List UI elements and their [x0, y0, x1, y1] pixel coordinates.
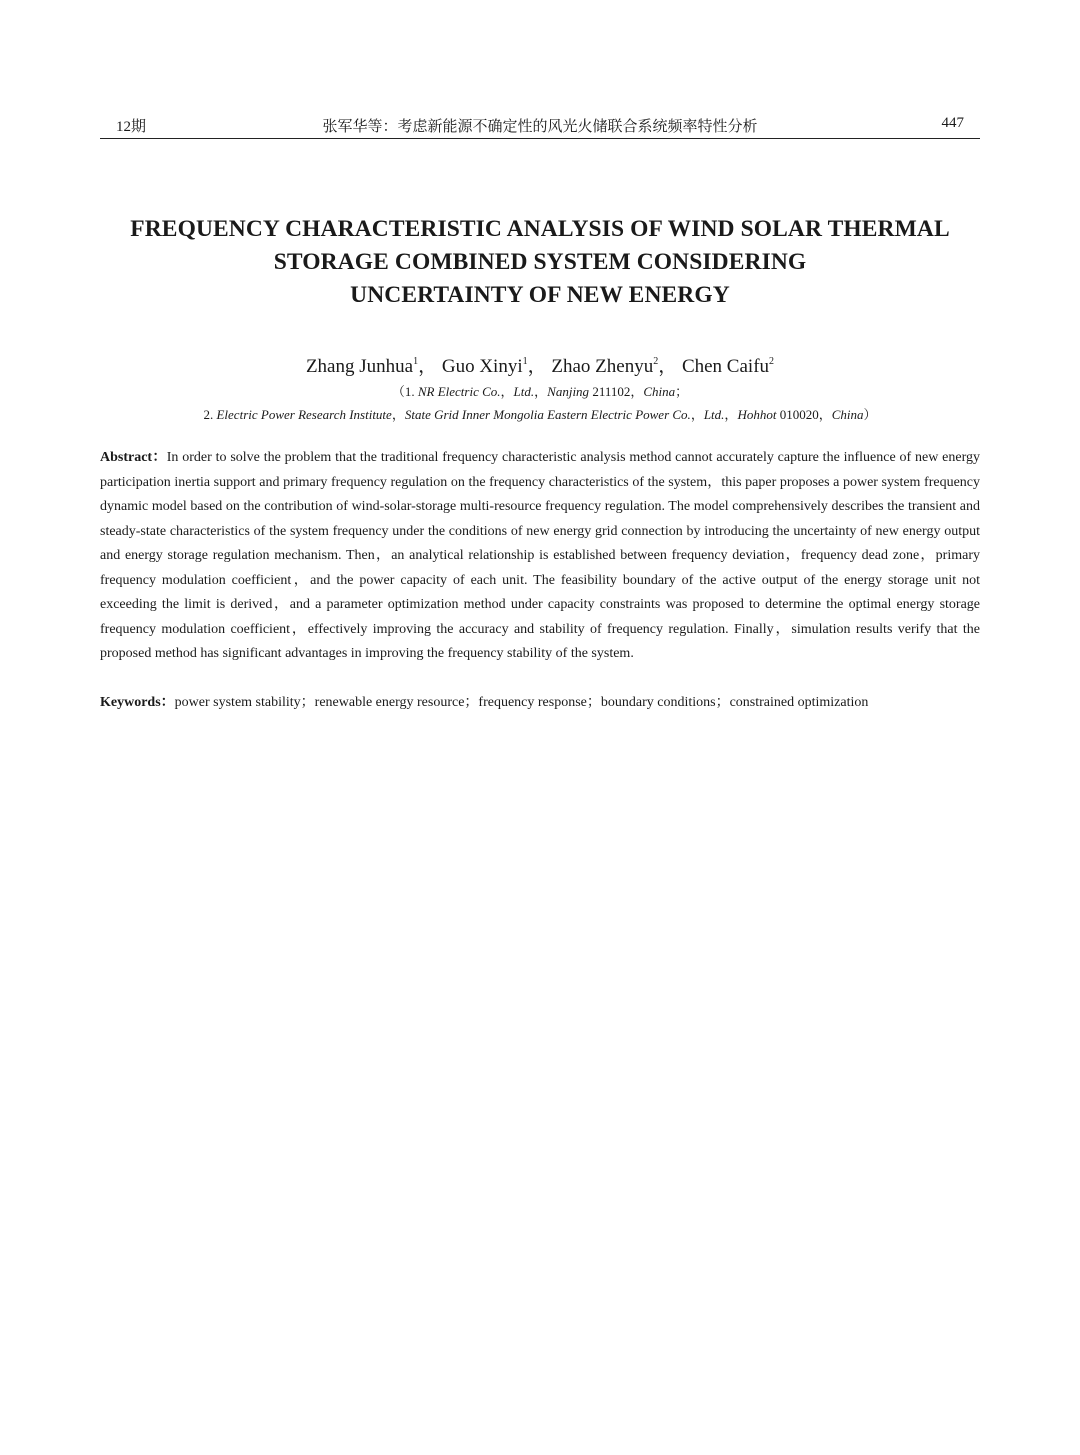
affiliation-country: China	[643, 384, 676, 399]
affiliation-text: ，	[391, 407, 405, 422]
abstract-text: In order to solve the problem that the traditional frequency characteristic analysis method cannot accurately capture the influence of new energy participation inertia support and primary frequency regulation on the frequency characteristics of the system，this paper proposes a power system frequency dynamic model based on the contribution of wind-solar-storage multi-resource frequency regulation. The model comprehensively describes the transient and steady-state characteristics of the system frequency under the conditions of new energy grid connection by introducing the uncertainty of new energy output and energy storage regulation mechanism. Then，an analytical relationship is established between frequency deviation，frequency dead zone，primary frequency modulation coefficient，and the power capacity of each unit. The feasibility boundary of the active output of the energy storage unit not exceeding the limit is derived，and a parameter optimization method under capacity constraints was proposed to determine the optimal energy storage frequency modulation coefficient，effectively improving the accuracy and stability of frequency regulation. Finally，simulation results verify that the proposed method has significant advantages in improving the frequency stability of the system.	[100, 450, 980, 661]
author-affiliation-mark: 2	[769, 356, 775, 367]
affiliation-org: State Grid Inner Mongolia Eastern Electric Power Co.	[404, 407, 691, 422]
affiliation-text: （1.	[391, 384, 418, 399]
author-name: Chen Caifu	[681, 356, 770, 377]
page-number: 447	[941, 115, 964, 131]
affiliation-org-abbr: Ltd.	[703, 407, 725, 422]
title-line: UNCERTAINTY OF NEW ENERGY	[350, 282, 730, 308]
affiliation-text: ，	[724, 407, 738, 422]
affiliation-text: 2.	[203, 407, 217, 422]
affiliation-text: ，	[534, 384, 548, 399]
affiliation-city: Nanjing	[547, 384, 590, 399]
affiliation-org-abbr: Ltd.	[513, 384, 535, 399]
author-separator: ，	[418, 356, 438, 377]
affiliation-postcode: 211102，	[589, 384, 644, 399]
abstract	[100, 446, 980, 667]
author-separator: ，	[527, 356, 547, 377]
title-line: STORAGE COMBINED SYSTEM CONSIDERING	[273, 249, 807, 275]
title-line: FREQUENCY CHARACTERISTIC ANALYSIS OF WIND SOLAR THERMAL	[130, 216, 950, 242]
affiliation-postcode: 010020，	[776, 407, 832, 422]
affiliation-country: China	[831, 407, 864, 422]
author-name: Zhang Junhua	[305, 356, 414, 377]
running-head	[100, 114, 980, 139]
author-list	[100, 351, 980, 378]
keywords	[100, 691, 980, 715]
affiliation-org: NR Electric Co.	[417, 384, 501, 399]
keywords-text: power system stability；renewable energy resource；frequency response；boundary conditions；constrained optimization	[174, 695, 869, 710]
affiliation-2	[100, 404, 980, 423]
keywords-label: Keywords：	[100, 695, 175, 710]
abstract-label: Abstract：	[100, 450, 167, 465]
author-name: Guo Xinyi	[441, 356, 523, 377]
issue-number: 12期	[116, 119, 147, 135]
affiliation-text: ）	[863, 407, 877, 422]
affiliation-city: Hohhot	[737, 407, 777, 422]
affiliation-text: ；	[675, 384, 689, 399]
author-separator: ，	[658, 356, 678, 377]
author-affiliation-mark: 2	[653, 356, 659, 367]
paper-title	[100, 213, 980, 312]
affiliation-text: ，	[500, 384, 514, 399]
author-name: Zhao Zhenyu	[551, 356, 654, 377]
affiliation-org: Electric Power Research Institute	[216, 407, 392, 422]
running-title: 张军华等：考虑新能源不确定性的风光火储联合系统频率特性分析	[322, 119, 758, 135]
affiliation-1	[100, 381, 980, 400]
author-affiliation-mark: 1	[522, 356, 528, 367]
affiliation-text: ，	[690, 407, 704, 422]
author-affiliation-mark: 1	[413, 356, 419, 367]
